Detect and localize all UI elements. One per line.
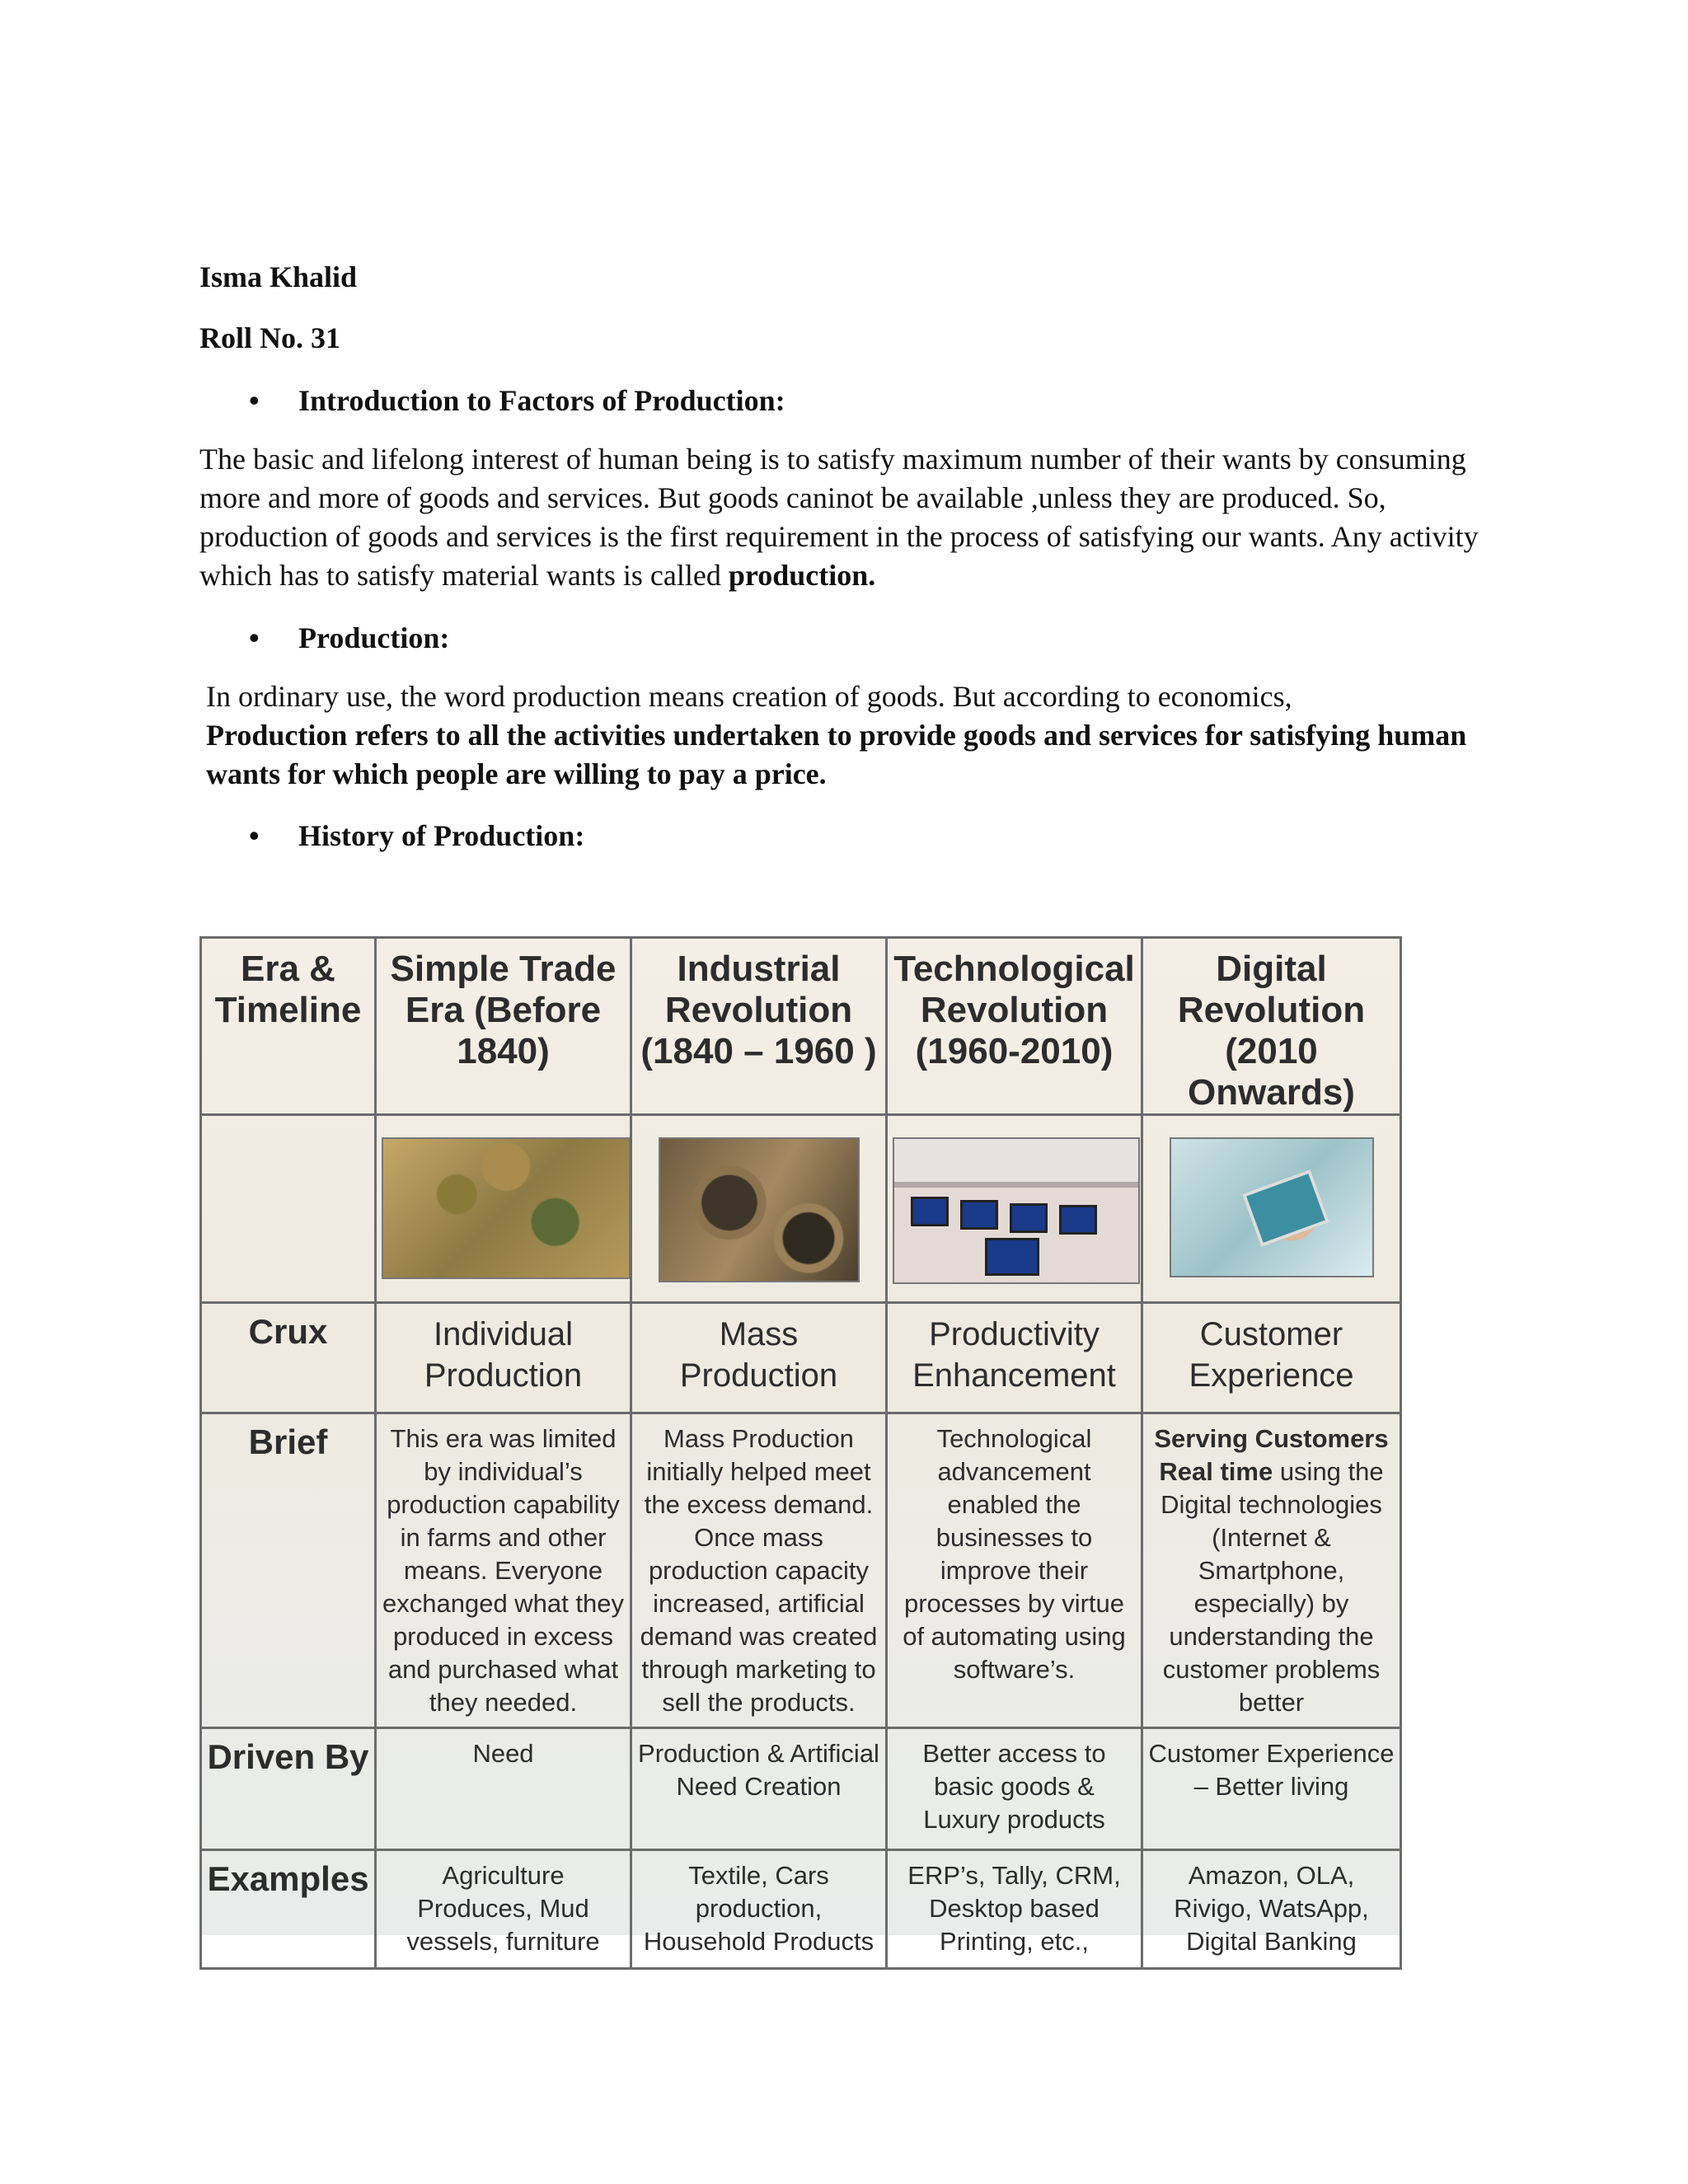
examples-cell: Textile, Cars production, Household Products xyxy=(631,1850,887,1969)
intro-bold: production. xyxy=(728,559,876,592)
industrial-gears-image xyxy=(659,1137,860,1282)
header-digital: Digital Revolution (2010 Onwards) xyxy=(1142,938,1401,1115)
bullet-icon: • xyxy=(249,819,260,852)
driven-by-cell: Production & Artificial Need Creation xyxy=(631,1728,887,1850)
header-simple-trade: Simple Trade Era (Before 1840) xyxy=(376,938,631,1115)
author-name: Isma Khalid xyxy=(199,260,358,293)
driven-by-cell: Customer Experience – Better living xyxy=(1142,1728,1401,1850)
header-era-timeline: Era & Timeline xyxy=(201,938,376,1115)
header-industrial: Industrial Revolution (1840 – 1960 ) xyxy=(631,938,887,1115)
history-heading-text: History of Production: xyxy=(298,819,585,852)
history-table xyxy=(199,936,1402,1970)
production-heading-text: Production: xyxy=(298,621,450,654)
crux-cell: Productivity Enhancement xyxy=(887,1303,1142,1413)
history-table-image xyxy=(199,936,1400,1956)
brief-cell: Mass Production initially helped meet the excess demand. Once mass production capacity increased, artificial demand was created through marketing to sell the products. xyxy=(631,1413,887,1728)
production-paragraph xyxy=(206,677,1508,794)
brief-digital-text: using the Digital technologies (Internet & Smartphone, especially) by understanding the customer problems better xyxy=(1160,1457,1384,1717)
brief-cell: Technological advancement enabled the businesses to improve their processes by virtue of automating using software’s. xyxy=(887,1413,1142,1728)
driven-by-cell: Better access to basic goods & Luxury products xyxy=(887,1728,1142,1850)
brief-label: Brief xyxy=(201,1413,376,1728)
brief-digital-bold: Serving Customers Real time xyxy=(1154,1424,1389,1486)
examples-cell: ERP’s, Tally, CRM, Desktop based Printing, etc., xyxy=(887,1850,1142,1969)
brief-cell: This era was limited by individual’s production capability in farms and other means. Everyone exchanged what they produced in excess and purchased what they needed. xyxy=(376,1413,631,1728)
table-header-row xyxy=(201,938,1401,1115)
image-row xyxy=(201,1115,1401,1303)
computer-lab-image xyxy=(893,1137,1140,1284)
crux-cell: Individual Production xyxy=(376,1303,631,1413)
crux-cell: Mass Production xyxy=(631,1303,887,1413)
crux-row xyxy=(201,1303,1401,1413)
crux-label: Crux xyxy=(201,1303,376,1413)
driven-by-row xyxy=(201,1728,1401,1850)
brief-cell-digital xyxy=(1142,1413,1401,1728)
bullet-icon: • xyxy=(249,384,260,417)
tablet-hand-image xyxy=(1170,1137,1374,1277)
ancient-market-painting-image xyxy=(382,1137,631,1279)
intro-paragraph xyxy=(199,440,1502,595)
examples-cell: Amazon, OLA, Rivigo, WatsApp, Digital Banking xyxy=(1142,1850,1401,1969)
examples-row xyxy=(201,1850,1401,1969)
brief-row xyxy=(201,1413,1401,1728)
production-text: In ordinary use, the word production means creation of goods. But according to economics, xyxy=(206,680,1292,713)
examples-cell: Agriculture Produces, Mud vessels, furniture xyxy=(376,1850,631,1969)
driven-by-cell: Need xyxy=(376,1728,631,1850)
driven-by-label: Driven By xyxy=(201,1728,376,1850)
bullet-icon: • xyxy=(249,621,260,654)
production-bold: Production refers to all the activities undertaken to provide goods and services for satisfying human wants for which people are willing to pay a price. xyxy=(206,719,1467,790)
examples-label: Examples xyxy=(201,1850,376,1969)
crux-cell: Customer Experience xyxy=(1142,1303,1401,1413)
header-technological: Technological Revolution (1960-2010) xyxy=(887,938,1142,1115)
roll-number: Roll No. 31 xyxy=(199,321,340,354)
intro-heading-text: Introduction to Factors of Production: xyxy=(298,384,785,417)
intro-text: The basic and lifelong interest of human being is to satisfy maximum number of their wants by consuming more and more of goods and services. But goods caninot be available ,unless they are produced. So, production of goods and services is the first requirement in the process of satisfying our wants. Any activity which has to satisfy material wants is called xyxy=(199,443,1479,592)
